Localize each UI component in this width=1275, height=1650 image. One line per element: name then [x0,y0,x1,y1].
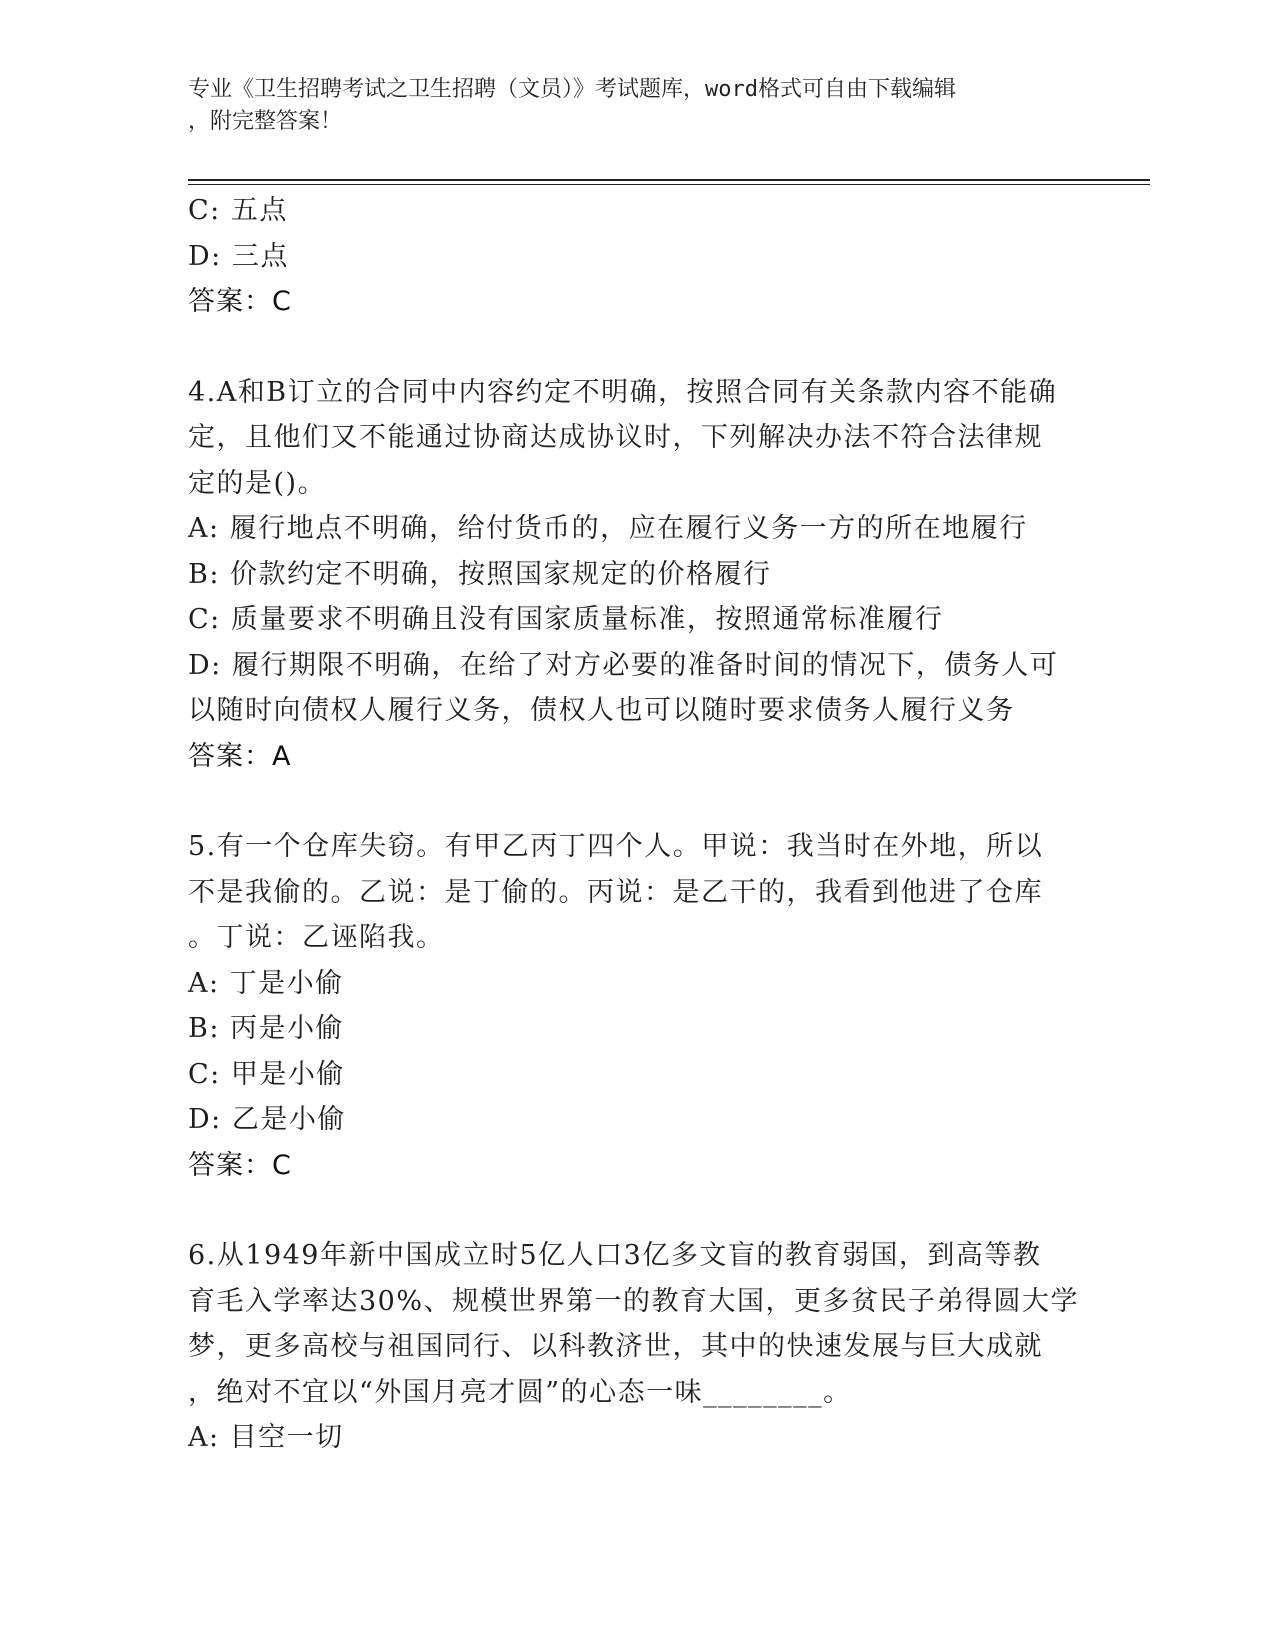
document-header [188,74,1088,138]
option-d: D: 乙是小偷 [188,1104,346,1135]
header-line-1: 专业《卫生招聘考试之卫生招聘（文员）》考试题库，word格式可自由下载编辑 [188,77,956,102]
question-stem-line: 5.有一个仓库失窃。有甲乙丙丁四个人。甲说：我当时在外地，所以 [188,831,1044,862]
question-stem-line: 6.从1949年新中国成立时5亿人口3亿多文盲的教育弱国，到高等教 [188,1240,1042,1271]
header-line-2: ，附完整答案！ [188,109,343,134]
question-3-tail [188,188,1108,325]
option-d-continued: 以随时向债权人履行义务，债权人也可以随时要求债务人履行义务 [188,695,1015,726]
option-c: C: 甲是小偷 [188,1058,345,1090]
question-stem-line: 定的是()。 [188,467,327,499]
question-stem-line: 。丁说：乙诬陷我。 [188,922,445,953]
header-divider-thin [188,184,1150,185]
question-stem-line: 4.A和B订立的合同中内容约定不明确，按照合同有关条款内容不能确 [188,376,1058,408]
question-4 [188,370,1108,780]
question-6 [188,1233,1108,1461]
question-stem-line: 梦，更多高校与祖国同行、以科教济世，其中的快速发展与巨大成就 [188,1331,1043,1362]
option-d: D: 履行期限不明确，在给了对方必要的准备时间的情况下，债务人可 [188,649,1059,681]
option-b: B: 价款约定不明确，按照国家规定的价格履行 [188,558,772,590]
question-stem-line: ，绝对不宜以“外国月亮才圆”的心态一味________。 [188,1376,852,1408]
option-a: A: 履行地点不明确，给付货币的，应在履行义务一方的所在地履行 [188,513,1028,544]
option-c: C: 五点 [188,195,288,226]
header-divider-thick [188,179,1150,181]
option-a: A: 目空一切 [188,1422,344,1453]
question-stem-line: 不是我偷的。乙说：是丁偷的。丙说：是乙干的，我看到他进了仓库 [188,876,1043,908]
answer: 答案：C [188,1149,292,1181]
question-stem-line: 育毛入学率达30%、规模世界第一的教育大国，更多贫民子弟得圆大学 [188,1285,1080,1317]
option-d: D: 三点 [188,240,289,272]
answer: 答案：A [188,740,292,772]
option-b: B: 丙是小偷 [188,1013,345,1044]
answer: 答案：C [188,286,292,317]
question-stem-line: 定，且他们又不能通过协商达成协议时，下列解决办法不符合法律规 [188,422,1043,453]
question-5 [188,824,1108,1188]
option-a: A: 丁是小偷 [188,967,344,999]
document-body [188,188,1108,1461]
option-c: C: 质量要求不明确且没有国家质量标准，按照通常标准履行 [188,604,944,635]
